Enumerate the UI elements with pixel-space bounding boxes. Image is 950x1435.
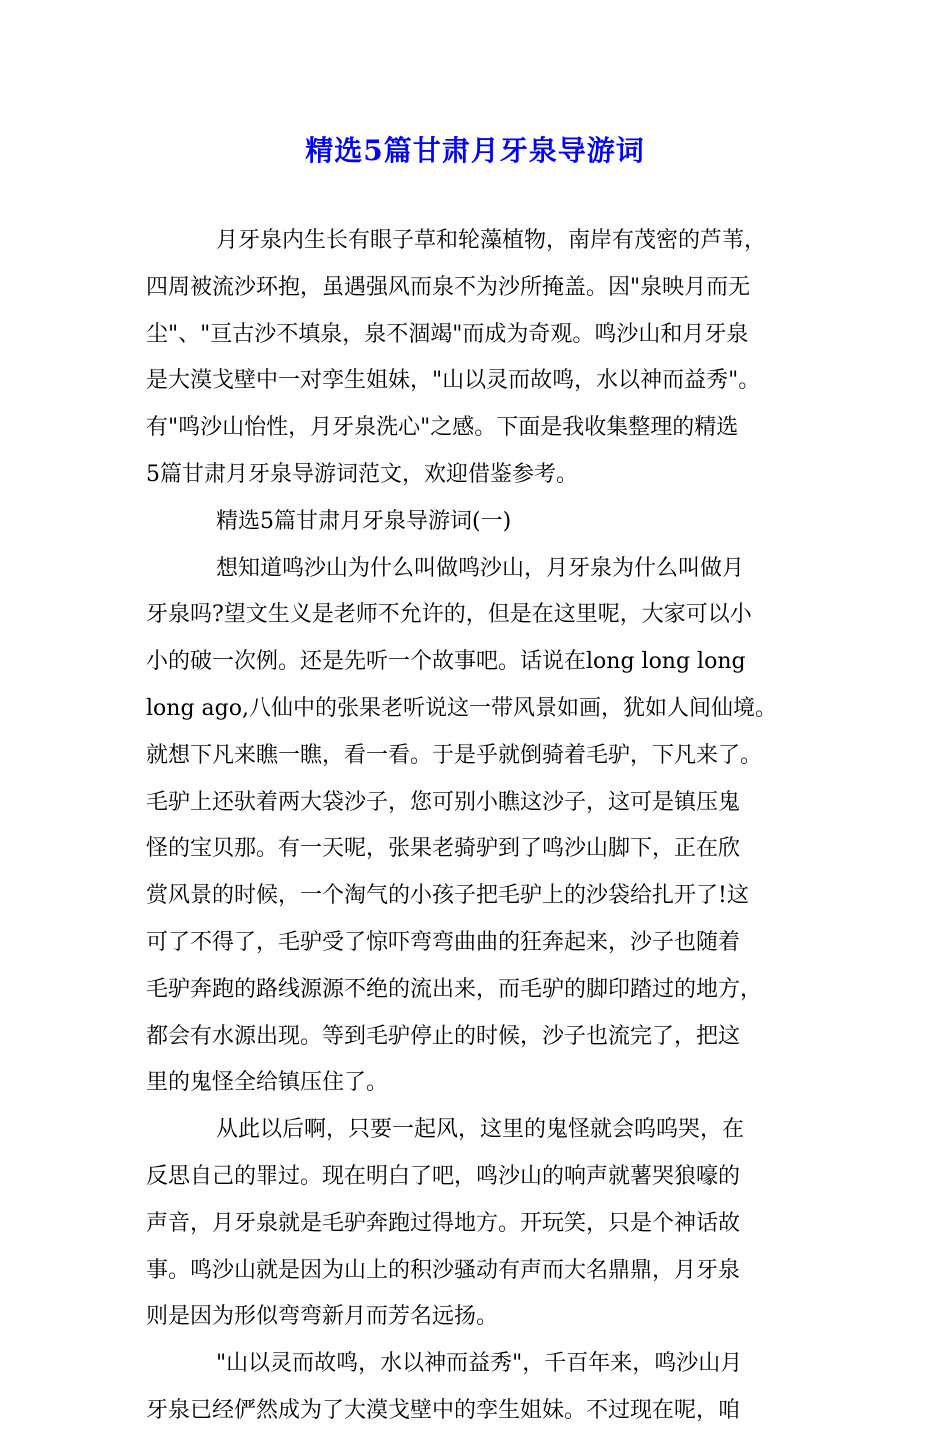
paragraph-line: 四周被流沙环抱，虽遇强风而泉不为沙所掩盖。因"泉映月而无 [146, 274, 751, 300]
paragraph [146, 1341, 826, 1435]
paragraph-line: 是大漠戈壁中一对孪生姐妹，"山以灵而故鸣，水以神而益秀"。 [146, 368, 761, 394]
paragraph [146, 546, 826, 1108]
paragraph [146, 499, 826, 546]
paragraph-line: 怪的宝贝那。有一天呢，张果老骑驴到了鸣沙山脚下，正在欣 [146, 836, 741, 862]
paragraph-line: long ago,八仙中的张果老听说这一带风景如画，犹如人间仙境。 [146, 695, 777, 721]
paragraph-line: 都会有水源出现。等到毛驴停止的时候，沙子也流完了，把这 [146, 1023, 741, 1049]
paragraph-line: 赏风景的时候，一个淘气的小孩子把毛驴上的沙袋给扎开了!这 [146, 883, 749, 909]
paragraph-line: 可了不得了，毛驴受了惊吓弯弯曲曲的狂奔起来，沙子也随着 [146, 929, 741, 955]
paragraph-line: 毛驴上还驮着两大袋沙子，您可别小瞧这沙子，这可是镇压鬼 [146, 789, 741, 815]
paragraph-line: 牙泉吗?望文生义是老师不允许的，但是在这里呢，大家可以小 [146, 602, 752, 628]
paragraph-line: 精选5篇甘肃月牙泉导游词(一) [216, 508, 512, 534]
paragraph-line: 尘"、"亘古沙不填泉，泉不涸竭"而成为奇观。鸣沙山和月牙泉 [146, 321, 749, 347]
paragraph-line: 就想下凡来瞧一瞧，看一看。于是乎就倒骑着毛驴，下凡来了。 [146, 742, 763, 768]
paragraph-line: 里的鬼怪全给镇压住了。 [146, 1070, 389, 1096]
paragraph [146, 218, 826, 499]
paragraph [146, 1107, 826, 1341]
paragraph-line: 5篇甘肃月牙泉导游词范文，欢迎借鉴参考。 [146, 461, 578, 487]
paragraph-line: 想知道鸣沙山为什么叫做鸣沙山，月牙泉为什么叫做月 [216, 555, 745, 581]
paragraph-line: 事。鸣沙山就是因为山上的积沙骚动有声而大名鼎鼎，月牙泉 [146, 1257, 741, 1283]
paragraph-line: 反思自己的罪过。现在明白了吧，鸣沙山的响声就薯哭狼嚎的 [146, 1163, 741, 1189]
paragraph-line: 毛驴奔跑的路线源源不绝的流出来，而毛驴的脚印踏过的地方， [146, 976, 763, 1002]
paragraph-line: "山以灵而故鸣，水以神而益秀"，千百年来，鸣沙山月 [216, 1351, 743, 1377]
paragraph-line: 月牙泉内生长有眼子草和轮藻植物，南岸有茂密的芦苇， [216, 228, 767, 253]
paragraph-line: 声音，月牙泉就是毛驴奔跑过得地方。开玩笑，只是个神话故 [146, 1210, 741, 1236]
document-body [146, 218, 826, 1435]
paragraph-line: 牙泉已经俨然成为了大漠戈壁中的孪生姐妹。不过现在呢，咱 [146, 1397, 741, 1423]
paragraph-line: 从此以后啊，只要一起风，这里的鬼怪就会呜呜哭，在 [216, 1117, 745, 1143]
paragraph-line: 小的破一次例。还是先听一个故事吧。话说在long long long [146, 649, 746, 675]
paragraph-line: 有"鸣沙山怡性，月牙泉洗心"之感。下面是我收集整理的精选 [146, 415, 739, 441]
paragraph-line: 则是因为形似弯弯新月而芳名远扬。 [146, 1304, 499, 1330]
document-title: 精选5篇甘肃月牙泉导游词 [305, 134, 645, 167]
